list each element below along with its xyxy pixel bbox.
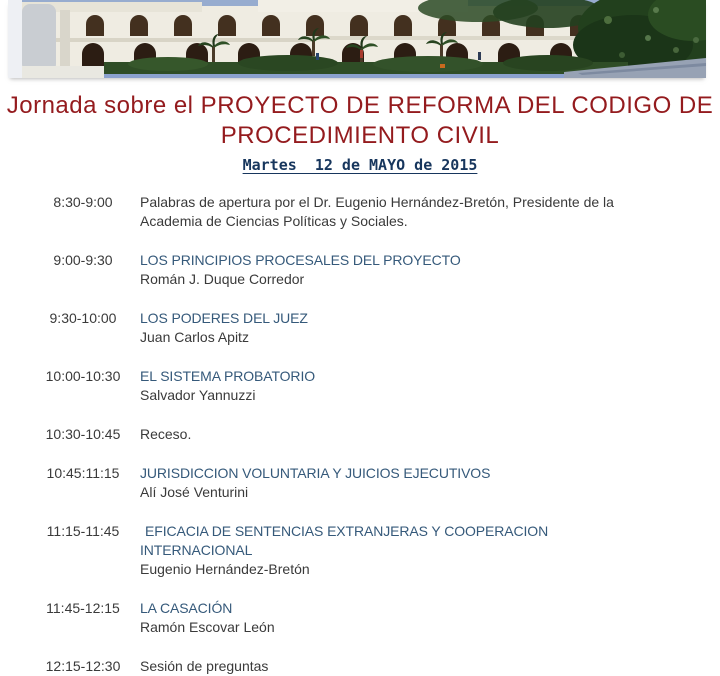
session-description: Receso. xyxy=(140,426,192,442)
page-title-line1: Jornada sobre el PROYECTO DE REFORMA DEL CODIGO DE xyxy=(6,92,714,119)
building-photo xyxy=(8,0,706,78)
schedule-item xyxy=(0,309,720,347)
session-title: JURISDICCION VOLUNTARIA Y JUICIOS EJECUTIVOS xyxy=(140,465,491,481)
session-description: Academia de Ciencias Políticas y Sociales. xyxy=(140,213,408,229)
session-title: LOS PODERES DEL JUEZ xyxy=(140,310,308,326)
session-speaker: Alí José Venturini xyxy=(140,484,249,500)
session-description: Palabras de apertura por el Dr. Eugenio Hernández-Bretón, Presidente de la xyxy=(140,194,614,210)
session-speaker: Salvador Yannuzzi xyxy=(140,387,256,403)
schedule-item xyxy=(0,522,720,579)
schedule-item xyxy=(0,193,720,231)
schedule-item xyxy=(0,367,720,405)
session-time: 8:30-9:00 xyxy=(53,194,113,210)
schedule-item xyxy=(0,251,720,289)
session-time: 10:45:11:15 xyxy=(46,465,120,481)
session-time: 10:00-10:30 xyxy=(45,368,121,384)
session-speaker: Eugenio Hernández-Bretón xyxy=(140,561,310,577)
session-speaker: Román J. Duque Corredor xyxy=(140,271,305,287)
page-title xyxy=(0,91,720,151)
session-time: 11:45-12:15 xyxy=(46,600,120,616)
schedule-item xyxy=(0,464,720,502)
page-title-line2: PROCEDIMIENTO CIVIL xyxy=(220,122,500,149)
session-title: LA CASACIÓN xyxy=(140,600,233,616)
session-speaker: Juan Carlos Apitz xyxy=(140,329,249,345)
schedule-item xyxy=(0,599,720,637)
session-description: Sesión de preguntas xyxy=(140,658,269,674)
event-date-text: Martes 12 de MAYO de 2015 xyxy=(242,156,478,174)
session-title: LOS PRINCIPIOS PROCESALES DEL PROYECTO xyxy=(140,252,461,268)
schedule-list xyxy=(0,193,720,676)
session-time: 12:15-12:30 xyxy=(45,658,121,674)
session-time: 10:30-10:45 xyxy=(45,426,121,442)
session-time: 9:00-9:30 xyxy=(53,252,113,268)
session-title: EFICACIA DE SENTENCIAS EXTRANJERAS Y COOPERACION xyxy=(145,523,549,539)
session-time: 9:30-10:00 xyxy=(49,310,117,326)
session-time: 11:15-11:45 xyxy=(46,523,120,539)
session-title: EL SISTEMA PROBATORIO xyxy=(140,368,316,384)
session-speaker: Ramón Escovar León xyxy=(140,619,275,635)
schedule-item xyxy=(0,425,720,444)
event-date xyxy=(0,156,720,174)
session-title: INTERNACIONAL xyxy=(140,542,253,558)
schedule-item xyxy=(0,657,720,676)
building-photo-illustration xyxy=(8,0,706,78)
